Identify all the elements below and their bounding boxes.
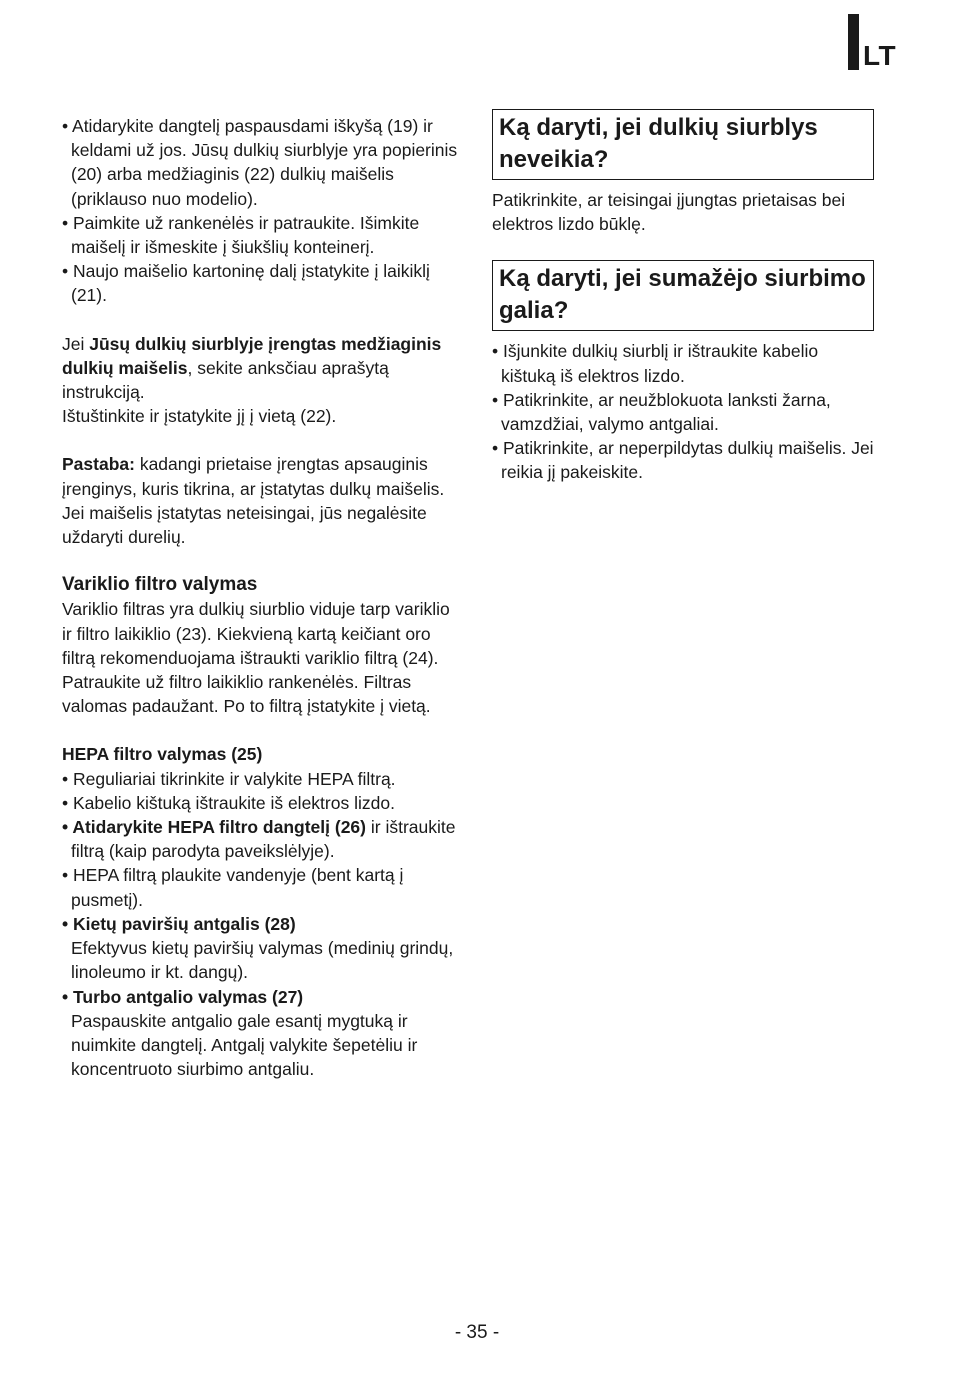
hepa-bullet-6: • Turbo antgalio valymas (27) Paspauskite antgalio gale esantį mygtuką ir nuimkite dangtelį. Antgalį valykite šepetėliu ir koncentruoto siurbimo antgaliu. xyxy=(62,986,418,1080)
hepa-bullet-4: • HEPA filtrą plaukite vandenyje (bent kartą į pusmetį). xyxy=(62,865,404,910)
hepa-bullet-2: • Kabelio kištuką ištraukite iš elektros lizdo. xyxy=(62,792,395,813)
motor-filter-text: Variklio filtras yra dulkių siurblio viduje tarp variklio ir filtro laikiklio (23). Kiekvieną kartą keičiant oro filtrą rekomenduojama ištraukti variklio filtrą (24). Patraukite už filtro laikiklio rankenėlės. Filtras valomas padaužant. Po to filtrą įstatykite į vietą. xyxy=(62,599,450,717)
bag-bullet-3: • Naujo maišelio kartoninę dalį įstatykite į laikiklį (21). xyxy=(62,261,430,306)
motor-filter-title: Variklio filtro valymas xyxy=(62,574,258,596)
language-code: LT xyxy=(863,40,897,71)
cloth-bag-line2: Ištuštinkite ir įstatykite jį į vietą (22). xyxy=(62,406,337,427)
language-badge xyxy=(848,14,896,70)
page-number: - 35 - xyxy=(454,1322,500,1343)
cloth-bag-paragraph: Jei Jūsų dulkių siurblyje įrengtas medžiaginis dulkių maišelis, sekite anksčiau aprašytą instrukciją. xyxy=(62,333,442,403)
hepa-bullet-5: • Kietų paviršių antgalis (28) Efektyvus kietų paviršių valymas (medinių grindų, linoleumo ir kt. dangų). xyxy=(62,913,454,983)
suction-bullet-1: • Išjunkite dulkių siurblį ir ištraukite kabelio kištuką iš elektros lizdo. xyxy=(492,341,819,386)
suction-bullet-3: • Patikrinkite, ar neperpildytas dulkių maišelis. Jei reikia jį pakeiskite. xyxy=(492,438,874,483)
left-column xyxy=(62,114,462,1081)
cloth-bag-bold: Jūsų dulkių siurblyje įrengtas medžiaginis dulkių maišelis xyxy=(62,333,442,378)
hepa-bullet-3: • Atidarykite HEPA filtro dangtelį (26) ir ištraukite filtrą (kaip parodyta paveikslėlyje). xyxy=(62,817,456,862)
not-working-text: Patikrinkite, ar teisingai įjungtas prietaisas bei elektros lizdo būklę. xyxy=(492,190,846,235)
language-bar-marker xyxy=(848,14,859,70)
hepa-bullet-1: • Reguliariai tikrinkite ir valykite HEPA filtrą. xyxy=(62,768,396,789)
suction-loss-heading: Ką daryti, jei sumažėjo siurbimo galia? xyxy=(492,260,874,331)
suction-bullet-2: • Patikrinkite, ar neužblokuota lanksti žarna, vamzdžiai, valymo antgaliai. xyxy=(492,389,831,435)
note-paragraph: Pastaba: kadangi prietaise įrengtas apsauginis įrenginys, kuris tikrina, ar įstatytas dulkų maišelis. Jei maišelis įstatytas neteisingai, jūs negalėsite uždaryti durelių. xyxy=(62,454,445,548)
bag-bullet-1: • Atidarykite dangtelį paspausdami iškyšą (19) ir keldami už jos. Jūsų dulkių siurblyje yra popierinis (20) arba medžiaginis (22) dulkių maišelis (priklauso nuo modelio). xyxy=(62,116,458,209)
hepa-filter-title: HEPA filtro valymas (25) xyxy=(62,744,263,765)
note-label: Pastaba: xyxy=(62,454,135,475)
right-column xyxy=(492,109,876,485)
not-working-heading: Ką daryti, jei dulkių siurblys neveikia? xyxy=(492,109,874,180)
bag-bullet-2: • Paimkite už rankenėlės ir patraukite. Išimkite maišelį ir išmeskite į šiukšlių konteinerį. xyxy=(62,212,420,258)
